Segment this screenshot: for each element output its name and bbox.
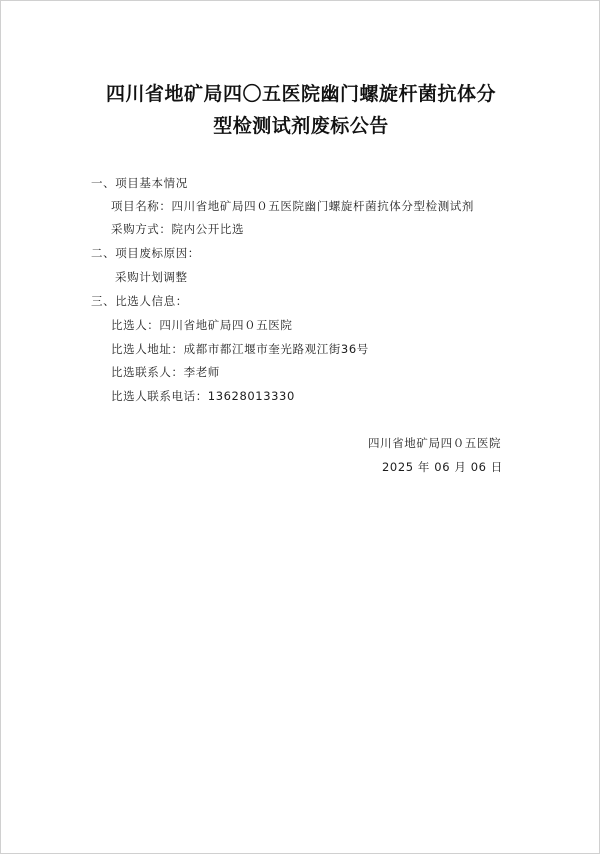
section-3-heading: 三、比选人信息： <box>91 294 188 308</box>
document-title-line-1: 四川省地矿局四〇五医院幽门螺旋杆菌抗体分 <box>105 83 496 105</box>
selector-phone: 比选人联系电话：13628013330 <box>111 389 295 403</box>
document-title-line-2: 型检测试剂废标公告 <box>213 115 389 137</box>
selector-address: 比选人地址：成都市都江堰市奎光路观江街36号 <box>111 342 369 356</box>
failure-reason: 采购计划调整 <box>115 270 188 284</box>
project-name: 项目名称：四川省地矿局四０五医院幽门螺旋杆菌抗体分型检测试剂 <box>111 199 474 213</box>
section-2-heading: 二、项目废标原因： <box>91 246 200 260</box>
selector-name: 比选人：四川省地矿局四０五医院 <box>111 318 293 332</box>
signature-date: 2025 年 06 月 06 日 <box>382 460 503 474</box>
selector-contact-person: 比选联系人：李老师 <box>111 365 220 379</box>
section-1-heading: 一、项目基本情况 <box>91 176 188 190</box>
signature-organization: 四川省地矿局四０五医院 <box>368 436 502 450</box>
procurement-method: 采购方式：院内公开比选 <box>111 222 245 236</box>
